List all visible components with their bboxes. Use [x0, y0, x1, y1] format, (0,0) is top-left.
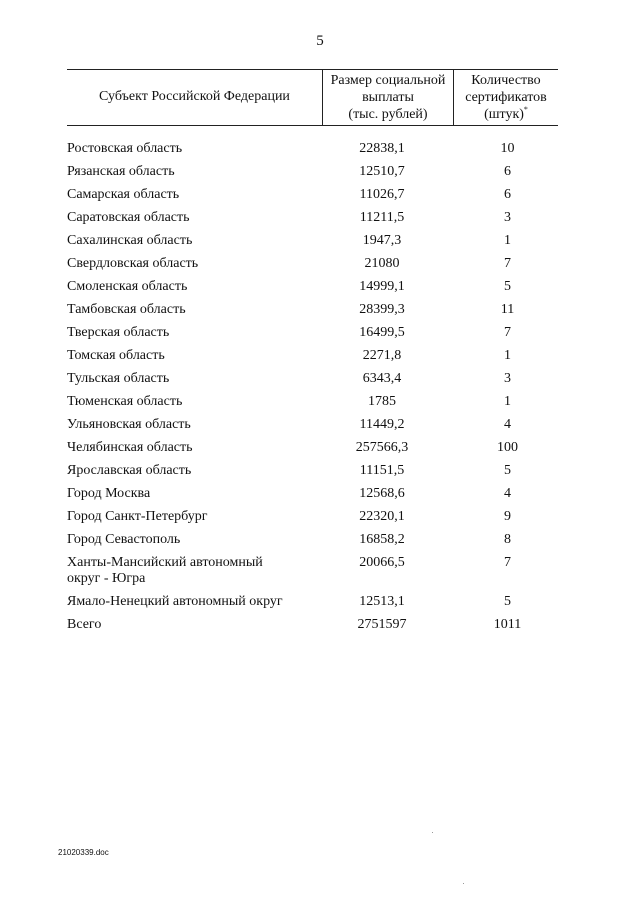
table-row [67, 368, 558, 391]
count-cell: 5 [504, 594, 511, 609]
count-cell: 7 [504, 325, 511, 340]
subject-name: Сахалинская область [67, 233, 193, 248]
payment-cell: 22838,1 [359, 141, 405, 156]
table-row [67, 414, 558, 437]
count-cell: 1 [504, 233, 511, 248]
count-cell: 1011 [493, 617, 522, 632]
subject-cell [67, 614, 307, 637]
payment-cell: 2751597 [357, 617, 407, 632]
subject-cell [67, 322, 307, 345]
table-row [67, 614, 558, 637]
subject-cell [67, 253, 307, 276]
count-cell: 5 [504, 279, 511, 294]
table-row [67, 437, 558, 460]
subject-name: Ямало-Ненецкий автономный округ [67, 594, 283, 609]
payment-cell: 12510,7 [359, 164, 405, 179]
table-row [67, 322, 558, 345]
subject-name: Ульяновская область [67, 417, 191, 432]
subject-cell [67, 184, 307, 207]
table-header-rule [67, 125, 558, 126]
subject-cell [67, 483, 307, 506]
table-row [67, 230, 558, 253]
subject-cell [67, 391, 307, 414]
subject-cell [67, 460, 307, 483]
payment-cell: 11211,5 [359, 210, 405, 225]
subject-name-line2: округ - Югра [67, 571, 146, 586]
payment-cell: 11449,2 [359, 417, 405, 432]
subject-name: Город Санкт-Петербург [67, 509, 208, 524]
payment-cell: 28399,3 [359, 302, 405, 317]
count-cell: 4 [504, 486, 511, 501]
header-payment [323, 72, 453, 123]
table-row [67, 276, 558, 299]
subject-cell [67, 138, 307, 161]
subject-name: Самарская область [67, 187, 180, 202]
payment-cell: 12513,1 [359, 594, 405, 609]
subject-cell [67, 552, 307, 591]
page-number: 5 [316, 33, 324, 49]
count-cell: 10 [500, 141, 515, 156]
subject-name: Тюменская область [67, 394, 183, 409]
count-cell: 1 [504, 348, 511, 363]
table-row [67, 207, 558, 230]
count-cell: 3 [504, 371, 511, 386]
payment-cell: 22320,1 [359, 509, 405, 524]
payment-cell: 21080 [364, 256, 400, 271]
header-subject [67, 88, 322, 105]
subject-cell [67, 368, 307, 391]
count-cell: 8 [504, 532, 511, 547]
table-body [67, 138, 558, 637]
payment-cell: 2271,8 [362, 348, 402, 363]
table-row [67, 591, 558, 614]
payment-cell: 1785 [368, 394, 396, 409]
subject-name: Челябинская область [67, 440, 193, 455]
subject-cell [67, 230, 307, 253]
subject-name: Рязанская область [67, 164, 175, 179]
count-cell: 7 [504, 256, 511, 271]
payment-cell: 14999,1 [359, 279, 405, 294]
payment-cell: 20066,5 [359, 555, 405, 570]
subject-cell [67, 437, 307, 460]
payment-cell: 257566,3 [355, 440, 409, 455]
count-cell: 5 [504, 463, 511, 478]
table-row [67, 184, 558, 207]
header-count-line3: (штук) [484, 107, 524, 122]
subject-name: Город Москва [67, 486, 151, 501]
subject-name: Тамбовская область [67, 302, 186, 317]
subject-name: Томская область [67, 348, 165, 363]
subject-name: Смоленская область [67, 279, 188, 294]
table-row [67, 138, 558, 161]
table-row [67, 345, 558, 368]
subject-cell [67, 529, 307, 552]
subject-cell [67, 207, 307, 230]
table-row [67, 483, 558, 506]
table-top-rule [67, 69, 558, 70]
payment-cell: 11026,7 [359, 187, 405, 202]
document-footer: 21020339.doc [58, 848, 109, 857]
header-count-line1: Количество [471, 73, 541, 88]
subject-name: Саратовская область [67, 210, 190, 225]
subject-name: Тверская область [67, 325, 170, 340]
table-row [67, 253, 558, 276]
subject-name: Тульская область [67, 371, 170, 386]
count-cell: 6 [504, 187, 511, 202]
scan-speck [432, 832, 433, 833]
header-count [454, 72, 558, 124]
header-payment-line2: выплаты [362, 90, 414, 105]
table-row [67, 506, 558, 529]
header-count-line3-wrap [454, 106, 558, 124]
table-row [67, 299, 558, 322]
payment-cell: 1947,3 [362, 233, 402, 248]
count-cell: 6 [504, 164, 511, 179]
table-row [67, 460, 558, 483]
header-payment-line3: (тыс. рублей) [348, 107, 428, 122]
count-cell: 1 [504, 394, 511, 409]
payment-cell: 16858,2 [359, 532, 405, 547]
subject-cell [67, 506, 307, 529]
count-cell: 11 [500, 302, 515, 317]
count-cell: 9 [504, 509, 511, 524]
header-subject-label: Субъект Российской Федерации [99, 89, 290, 104]
subject-cell [67, 161, 307, 184]
header-count-line2: сертификатов [465, 90, 547, 105]
subject-cell [67, 414, 307, 437]
data-table [67, 138, 558, 637]
count-cell: 4 [504, 417, 511, 432]
subject-name: Свердловская область [67, 256, 199, 271]
payment-cell: 12568,6 [359, 486, 405, 501]
count-cell: 7 [504, 555, 511, 570]
payment-cell: 16499,5 [359, 325, 405, 340]
subject-name: Ярославская область [67, 463, 192, 478]
table-row [67, 161, 558, 184]
header-payment-line1: Размер социальной [330, 73, 446, 88]
payment-cell: 11151,5 [359, 463, 405, 478]
table-row [67, 552, 558, 591]
subject-cell [67, 345, 307, 368]
subject-name: Город Севастополь [67, 532, 181, 547]
table-row [67, 529, 558, 552]
table-row [67, 391, 558, 414]
subject-cell [67, 299, 307, 322]
subject-name: Ханты-Мансийский автономный [67, 555, 263, 570]
payment-cell: 6343,4 [362, 371, 402, 386]
count-cell: 100 [497, 440, 518, 455]
footnote-mark: * [523, 105, 528, 114]
scan-speck [463, 883, 464, 884]
subject-cell [67, 276, 307, 299]
subject-name: Ростовская область [67, 141, 183, 156]
count-cell: 3 [504, 210, 511, 225]
subject-name: Всего [67, 617, 102, 632]
subject-cell [67, 591, 307, 614]
